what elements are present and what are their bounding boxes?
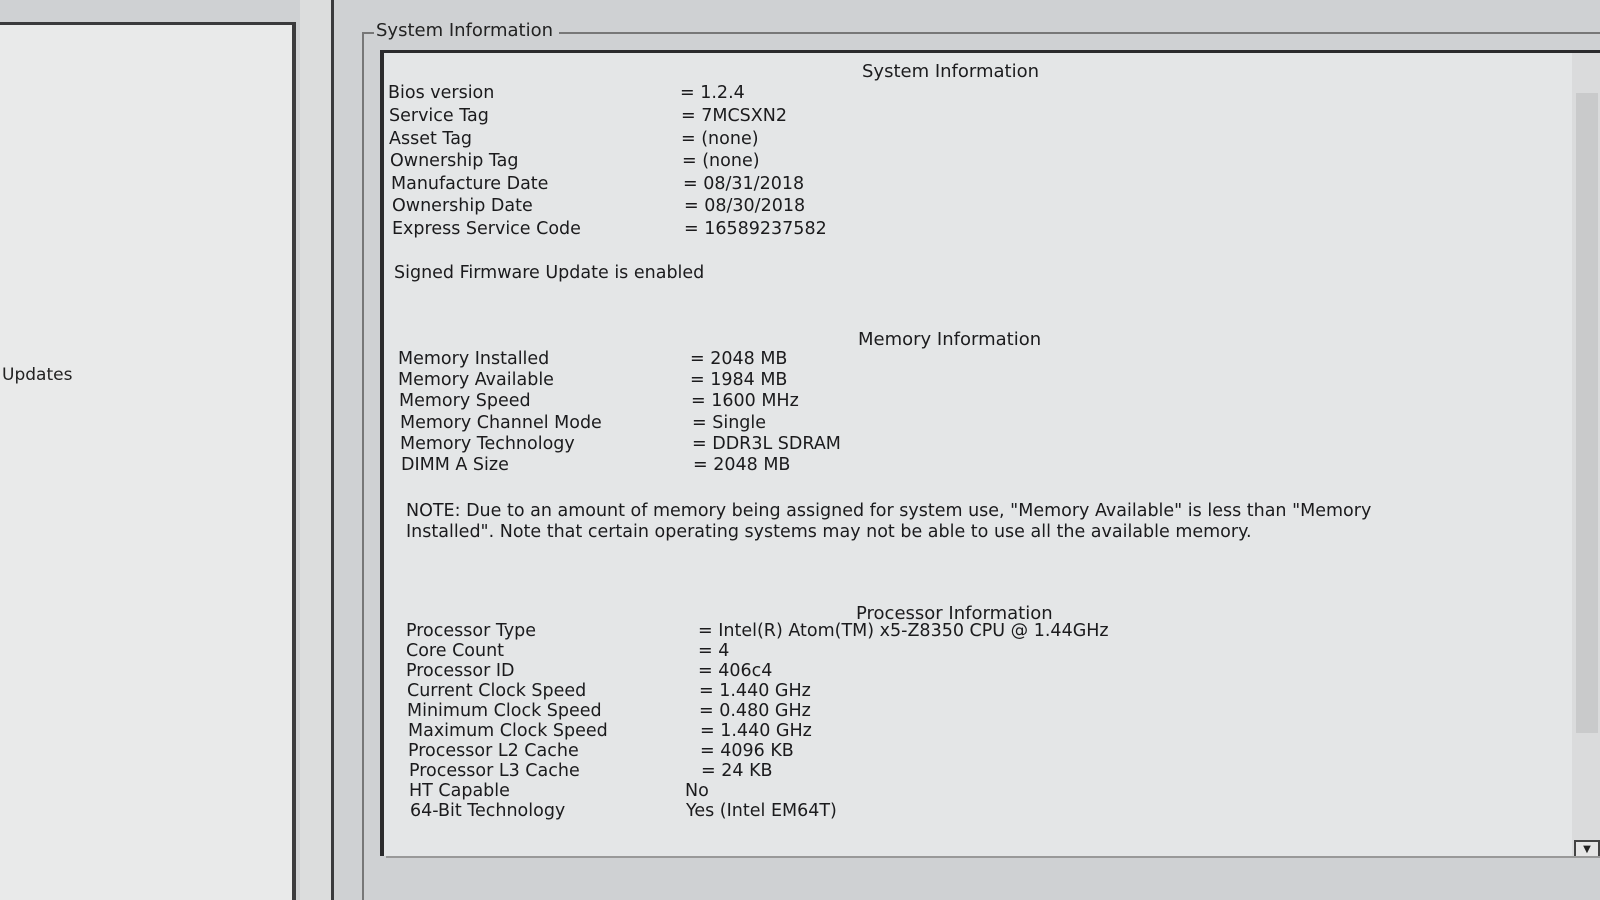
- row-value: = 7MCSXN2: [681, 106, 787, 126]
- row-label: Memory Technology: [400, 434, 575, 454]
- row-value: = DDR3L SDRAM: [692, 434, 841, 454]
- row-value: = Intel(R) Atom(TM) x5-Z8350 CPU @ 1.44GHz: [698, 621, 1109, 641]
- sidebar-item-updates[interactable]: Updates: [2, 365, 73, 385]
- row-value: = 1.440 GHz: [700, 721, 812, 741]
- memory-note: NOTE: Due to an amount of memory being assigned for system use, "Memory Available" is less than "Memory Installed". Note that certain operating systems may not be able to use all the available memory.: [406, 501, 1372, 542]
- row-value: = (none): [682, 151, 760, 171]
- row-label: DIMM A Size: [401, 455, 509, 475]
- scroll-down-arrow-icon[interactable]: ▼: [1574, 840, 1600, 856]
- row-label: Memory Installed: [398, 349, 550, 369]
- firmware-status: Signed Firmware Update is enabled: [394, 263, 705, 283]
- row-value: = 2048 MB: [690, 349, 787, 369]
- row-label: Express Service Code: [392, 219, 581, 239]
- row-value: = 4096 KB: [700, 741, 794, 761]
- row-value: = 24 KB: [701, 761, 773, 781]
- row-label: Ownership Date: [392, 196, 533, 216]
- row-value: = 08/31/2018: [683, 174, 804, 194]
- row-label: Maximum Clock Speed: [408, 721, 608, 741]
- row-label: Asset Tag: [389, 129, 473, 149]
- row-label: Minimum Clock Speed: [407, 701, 602, 721]
- row-label: Bios version: [388, 83, 495, 103]
- row-label: 64-Bit Technology: [410, 801, 566, 821]
- row-value: = 0.480 GHz: [699, 701, 811, 721]
- row-value: = 08/30/2018: [684, 196, 805, 216]
- row-label: Core Count: [406, 641, 505, 661]
- row-label: Processor L2 Cache: [408, 741, 579, 761]
- groupbox-title: System Information: [374, 20, 559, 41]
- row-value: No: [685, 781, 709, 801]
- row-value: = Single: [692, 413, 766, 433]
- scrollbar-thumb[interactable]: [1576, 93, 1598, 733]
- row-value: Yes (Intel EM64T): [686, 801, 837, 821]
- system-section-title: System Information: [862, 61, 1040, 82]
- row-value: = 1600 MHz: [691, 391, 799, 411]
- row-label: Memory Channel Mode: [400, 413, 602, 433]
- row-value: = 16589237582: [684, 219, 827, 239]
- row-label: HT Capable: [409, 781, 510, 801]
- row-value: = 1.440 GHz: [699, 681, 811, 701]
- processor-section-title: Processor Information: [856, 603, 1053, 624]
- sidebar: [0, 22, 296, 900]
- row-value: = 2048 MB: [693, 455, 790, 475]
- row-label: Processor L3 Cache: [409, 761, 580, 781]
- pane-divider: [300, 0, 334, 900]
- memory-section-title: Memory Information: [858, 329, 1042, 350]
- row-label: Current Clock Speed: [407, 681, 587, 701]
- row-label: Memory Speed: [399, 391, 531, 411]
- row-label: Processor ID: [406, 661, 515, 681]
- row-value: = 406c4: [698, 661, 772, 681]
- vertical-scrollbar[interactable]: [1572, 53, 1600, 856]
- row-value: = 1984 MB: [690, 370, 787, 390]
- row-label: Manufacture Date: [391, 174, 549, 194]
- row-value: = (none): [681, 129, 759, 149]
- row-label: Ownership Tag: [390, 151, 519, 171]
- row-value: = 1.2.4: [680, 83, 745, 103]
- groupbox-bottom-edge: [386, 856, 1600, 864]
- row-value: = 4: [698, 641, 729, 661]
- row-label: Processor Type: [406, 621, 537, 641]
- info-pane: [380, 50, 1600, 856]
- row-label: Service Tag: [389, 106, 489, 126]
- row-label: Memory Available: [398, 370, 554, 390]
